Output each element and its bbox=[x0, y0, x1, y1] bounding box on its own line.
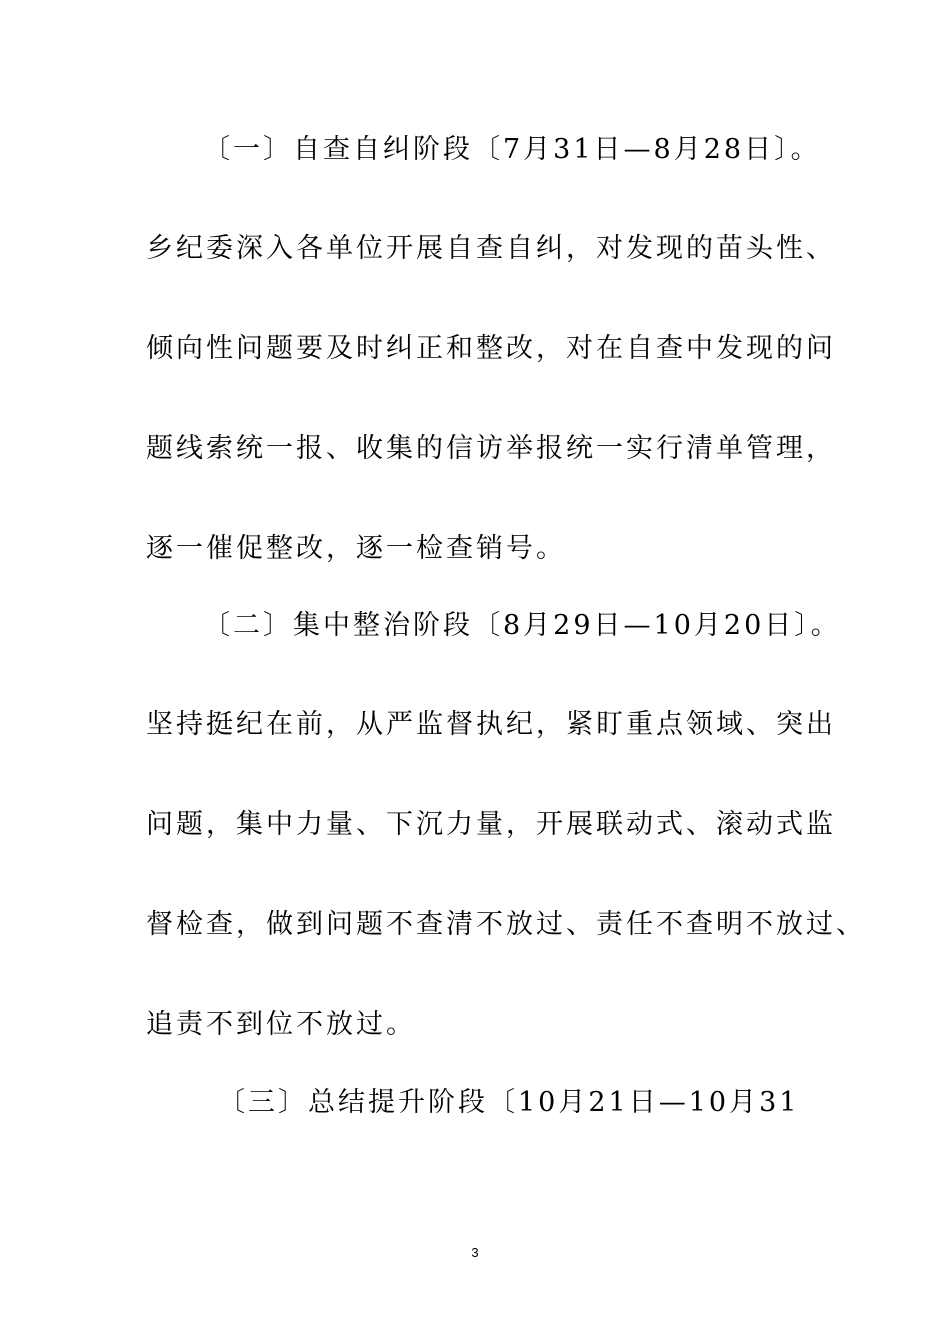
paragraph-line: 逐一催促整改，逐一检查销号。 bbox=[146, 533, 566, 564]
page-number: 3 bbox=[471, 1245, 479, 1260]
section-heading-1: 〔一〕自查自纠阶段〔7月31日—8月28日〕。 bbox=[203, 134, 821, 165]
paragraph-line: 问题，集中力量、下沉力量，开展联动式、滚动式监 bbox=[146, 809, 836, 840]
paragraph-line: 题线索统一报、收集的信访举报统一实行清单管理， bbox=[146, 433, 836, 464]
paragraph-line: 追责不到位不放过。 bbox=[146, 1009, 416, 1040]
section-heading-2: 〔二〕集中整治阶段〔8月29日—10月20日〕。 bbox=[203, 610, 841, 641]
paragraph-line: 坚持挺纪在前，从严监督执纪，紧盯重点领域、突出 bbox=[146, 709, 836, 740]
paragraph-line: 倾向性问题要及时纠正和整改，对在自查中发现的问 bbox=[146, 333, 836, 364]
section-heading-3: 〔三〕总结提升阶段〔10月21日—10月31 bbox=[218, 1087, 800, 1118]
paragraph-line: 乡纪委深入各单位开展自查自纠，对发现的苗头性、 bbox=[146, 233, 836, 264]
paragraph-line: 督检查，做到问题不查清不放过、责任不查明不放过、 bbox=[146, 909, 866, 940]
